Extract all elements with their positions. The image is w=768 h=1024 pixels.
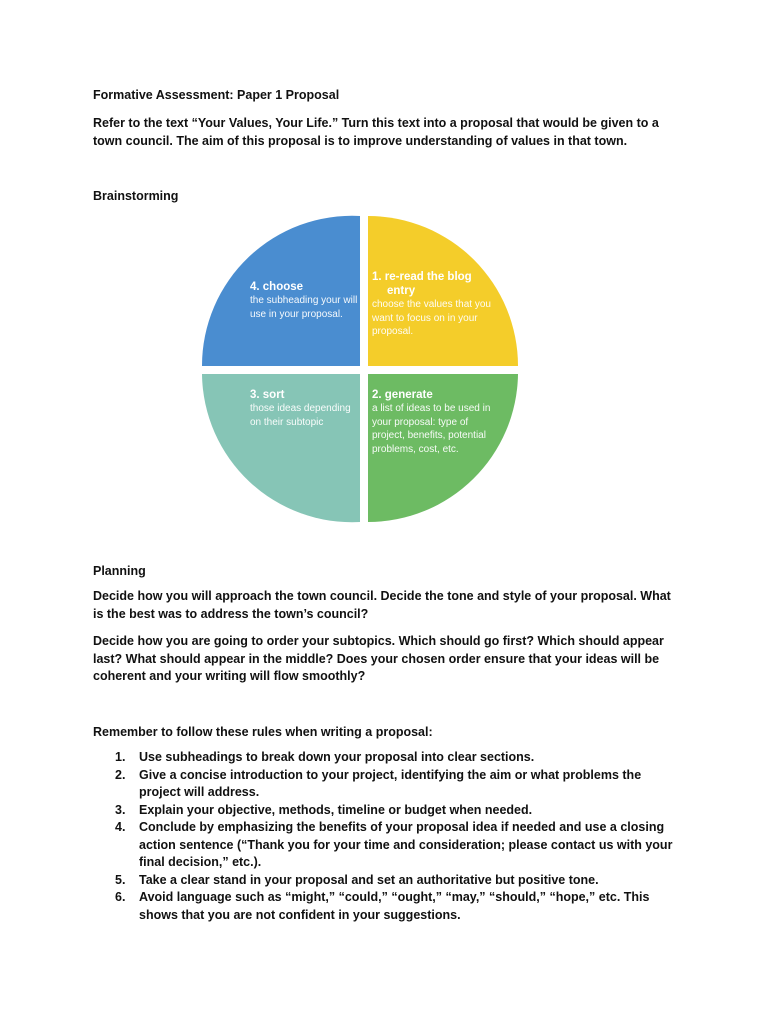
- rule-text: Use subheadings to break down your proposal into clear sections.: [139, 750, 535, 764]
- quadrant-3-body: those ideas depending on their subtopic: [250, 403, 351, 428]
- rule-text: Explain your objective, methods, timeline or budget when needed.: [139, 802, 533, 817]
- rule-item: [93, 749, 678, 767]
- planning-paragraph-1: Decide how you will approach the town council. Decide the tone and style of your proposal. What is the best was to address the town’s council?: [93, 589, 671, 621]
- quadrant-1-heading-line2: entry: [387, 285, 416, 297]
- quadrant-1-text: [372, 270, 512, 339]
- quadrant-4-body: the subheading your will use in your proposal.: [250, 295, 358, 320]
- rule-item: [93, 872, 678, 890]
- quadrant-2-text: [372, 388, 502, 456]
- quadrant-3-text: [250, 388, 360, 429]
- brainstorm-cycle-diagram: [200, 214, 528, 524]
- quadrant-2-heading: 2. generate: [372, 389, 433, 401]
- rule-text: Take a clear stand in your proposal and set an authoritative but positive tone.: [139, 872, 599, 887]
- rule-number: 4.: [115, 820, 126, 834]
- rule-number: 6.: [115, 890, 126, 904]
- rule-number: 5.: [115, 872, 126, 887]
- quadrant-1-body: choose the values that you want to focus on in your proposal.: [372, 299, 491, 337]
- document-title: Formative Assessment: Paper 1 Proposal: [93, 88, 340, 102]
- rule-item: [93, 767, 678, 802]
- rule-text: Avoid language such as “might,” “could,” “ought,” “may,” “should,” “hope,” etc. This shows that you are not confident in your suggestions.: [139, 890, 650, 922]
- quadrant-3-heading: 3. sort: [250, 389, 285, 401]
- rule-number: 2.: [115, 767, 126, 782]
- rule-item: [93, 819, 678, 872]
- quadrant-4-text: [250, 280, 360, 321]
- quadrant-1-heading: 1. re-read the blog: [372, 271, 472, 283]
- rule-item: [93, 802, 678, 820]
- rule-number: 3.: [115, 802, 126, 817]
- rule-item: [93, 889, 678, 924]
- planning-heading: Planning: [93, 564, 146, 578]
- intro-paragraph: Refer to the text “Your Values, Your Life.” Turn this text into a proposal that would be given to a town council. The aim of this proposal is to improve understanding of values in that town.: [93, 116, 659, 148]
- rule-text: Give a concise introduction to your project, identifying the aim or what problems the project will address.: [139, 767, 642, 799]
- planning-paragraph-2: Decide how you are going to order your subtopics. Which should go first? Which should appear last? What should appear in the middle? Does your chosen order ensure that your ideas will be coherent and your writing will flow smoothly?: [93, 634, 664, 683]
- quadrant-4-heading: 4. choose: [250, 281, 304, 293]
- quadrant-2-body: a list of ideas to be used in your proposal: type of project, benefits, potential problems, cost, etc.: [372, 403, 491, 455]
- brainstorming-heading: Brainstorming: [93, 189, 179, 203]
- cycle-diagram-svg: [200, 214, 528, 524]
- rule-text: Conclude by emphasizing the benefits of your proposal idea if needed and use a closing action sentence (“Thank you for your time and consideration; please contact us with your final decision,” etc.).: [139, 820, 673, 869]
- rules-heading: Remember to follow these rules when writing a proposal:: [93, 725, 433, 739]
- rules-list: [93, 749, 678, 924]
- rule-number: 1.: [115, 750, 126, 764]
